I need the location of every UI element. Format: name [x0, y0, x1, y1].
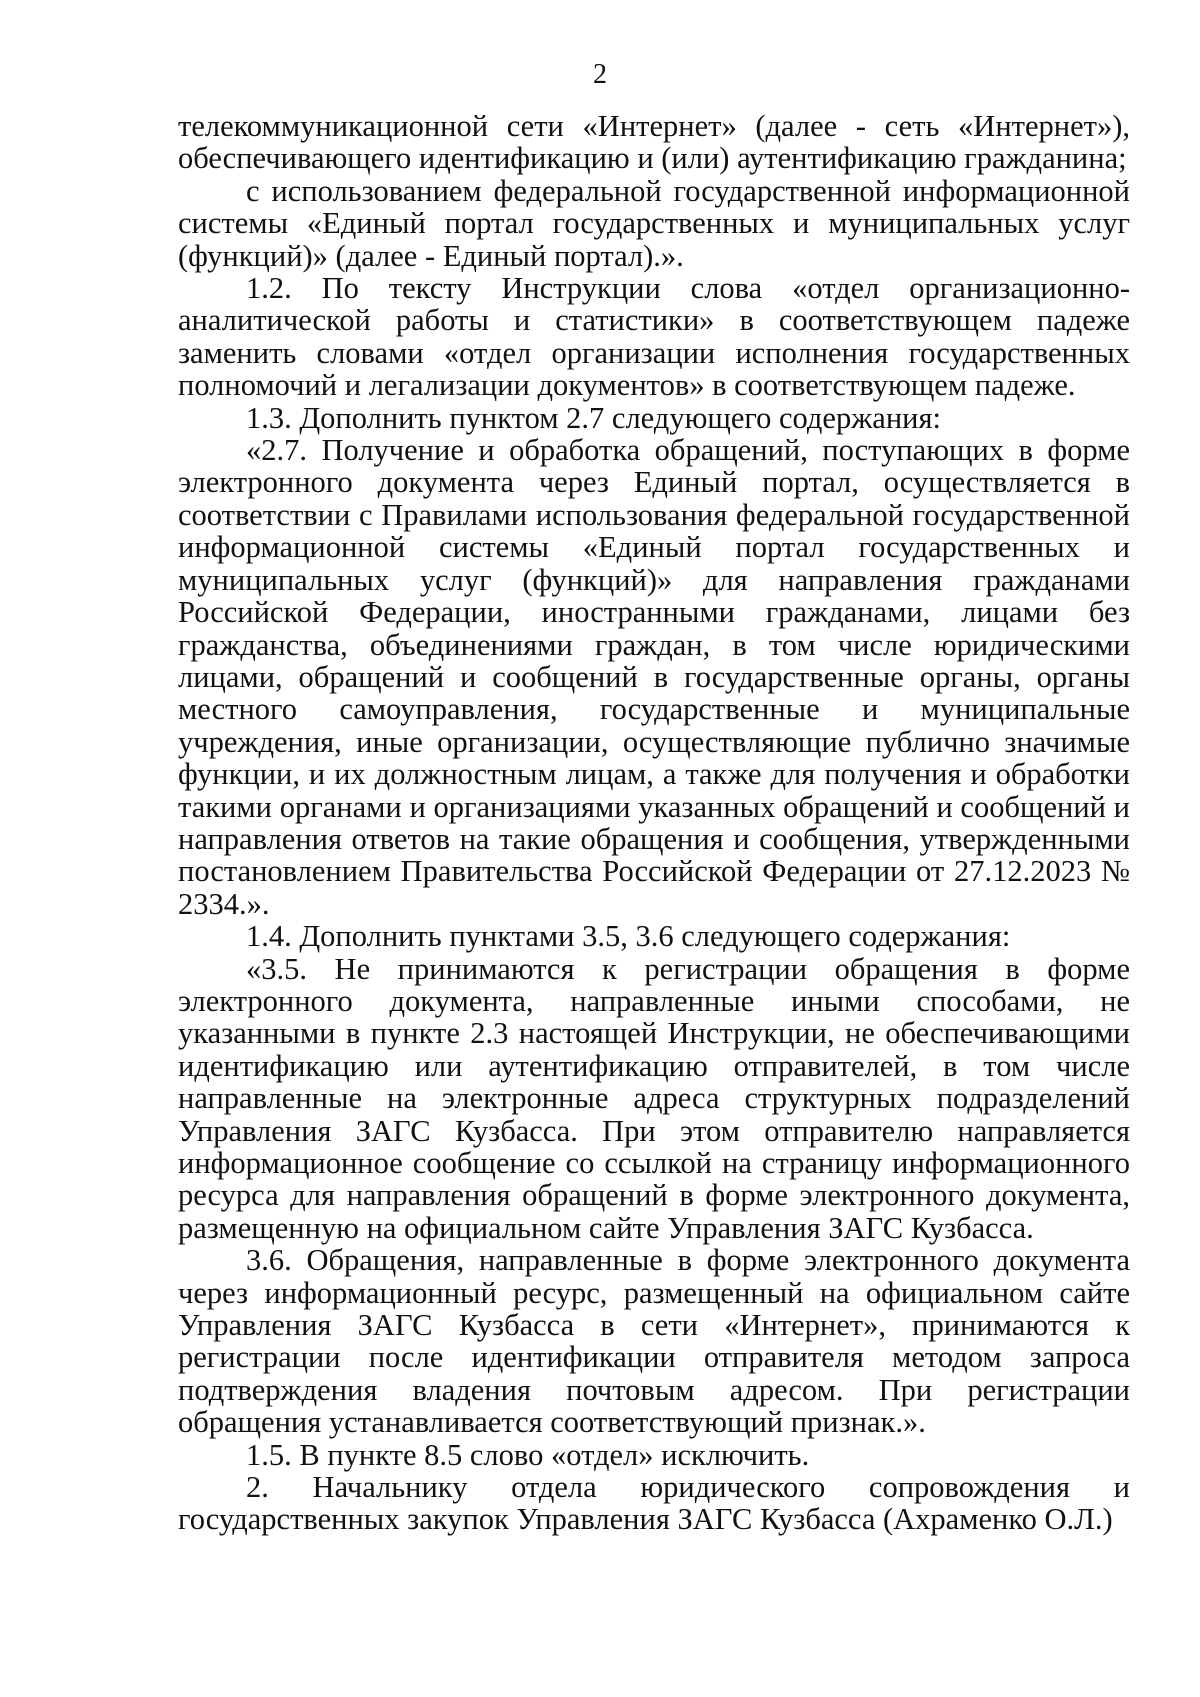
paragraph-1-4: 1.4. Дополнить пунктами 3.5, 3.6 следующего содержания:	[246, 919, 1011, 954]
paragraph-1-3: 1.3. Дополнить пунктом 2.7 следующего содержания:	[246, 400, 941, 435]
page-number: 2	[593, 59, 607, 90]
paragraph-3-6: 3.6. Обращения, направленные в форме электронного документа через информационный ресурс, размещенный на официальном сайте Управления ЗАГС Кузбасса в сети «Интернет», принимаются к регистрации после идентификации отправителя методом запроса подтверждения владения почтовым адресом. При регистрации обращения устанавливается соответствующий признак.».	[178, 1243, 1130, 1440]
paragraph-2-7: «2.7. Получение и обработка обращений, поступающих в форме электронного документа через Единый портал, осуществляется в соответствии с Правилами использования федеральной государственной информационной системы «Единый портал государственных и муниципальных услуг (функций)» для направления гражданами Российской Федерации, иностранными гражданами, лицами без гражданства, объединениями граждан, в том числе юридическими лицами, обращений и сообщений в государственные органы, органы местного самоуправления, государственные и муниципальные учреждения, иные организации, осуществляющие публично значимые функции, и их должностным лицам, а также для получения и обработки такими органами и организациями указанных обращений и сообщений и направления ответов на такие обращения и сообщения, утвержденными постановлением Правительства Российской Федерации от 27.12.2023 № 2334.».	[178, 433, 1130, 921]
paragraph-3-5: «3.5. Не принимаются к регистрации обращения в форме электронного документа, направленные иными способами, не указанными в пункте 2.3 настоящей Инструкции, не обеспечивающими идентификацию или аутентификацию отправителей, в том числе направленные на электронные адреса структурных подразделений Управления ЗАГС Кузбасса. При этом отправителю направляется информационное сообщение со ссылкой на страницу информационного ресурса для направления обращений в форме электронного документа, размещенную на официальном сайте Управления ЗАГС Кузбасса.	[178, 951, 1130, 1245]
paragraph-continuation: телекоммуникационной сети «Интернет» (далее - сеть «Интернет»), обеспечивающего идентификацию и (или) аутентификацию гражданина;	[178, 109, 1130, 176]
paragraph-1-2: 1.2. По тексту Инструкции слова «отдел организационно-аналитической работы и статистики» в соответствующем падеже заменить словами «отдел организации исполнения государственных полномочий и легализации документов» в соответствующем падеже.	[178, 271, 1130, 403]
paragraph-2: 2. Начальнику отдела юридического сопровождения и государственных закупок Управления ЗАГС Кузбасса (Ахраменко О.Л.)	[178, 1470, 1130, 1537]
document-body	[178, 110, 1130, 1536]
paragraph-1-5: 1.5. В пункте 8.5 слово «отдел» исключить.	[246, 1437, 810, 1472]
paragraph-single-portal: с использованием федеральной государственной информационной системы «Единый портал государственных и муниципальных услуг (функций)» (далее - Единый портал).».	[178, 173, 1130, 273]
